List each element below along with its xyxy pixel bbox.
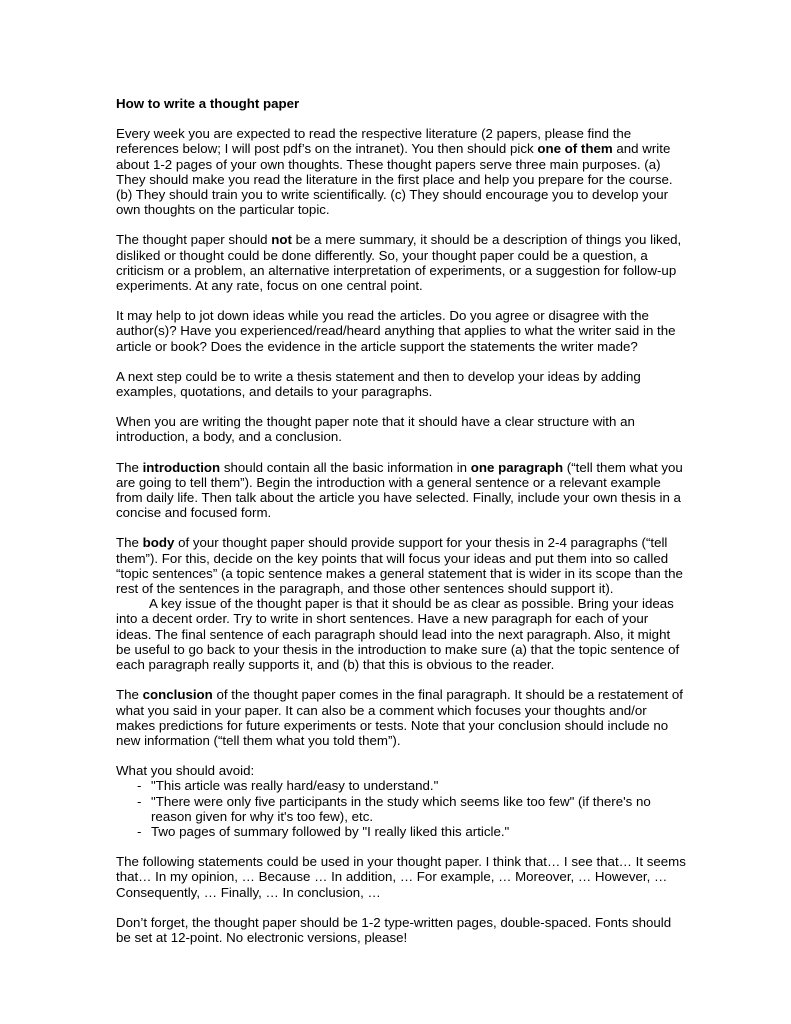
avoid-heading: What you should avoid: (116, 763, 255, 779)
paragraph-jot-ideas: It may help to jot down ideas while you read the articles. Do you agree or disagree with the author(s)? Have you experienced/read/heard anything that applies to what the writer said in the article or book? Does the evidence in the article support the statements the writer made? (116, 308, 676, 354)
paragraph-format-reminder: Don’t forget, the thought paper should be 1-2 type-written pages, double-spaced. Fonts should be set at 12-point. No electronic versions, please! (116, 914, 672, 945)
list-item: - Two pages of summary followed by "I really liked this article." (137, 824, 686, 839)
paragraph-phrases: The following statements could be used in your thought paper. I think that… I see that… It seems that… In my opinion, … Because … In addition, … For example, … Moreover, … However, … Consequently, … Finally, … In conclusion, … (116, 854, 686, 900)
paragraph-introduction: The introduction should contain all the basic information in one paragraph (“tell them what you are going to tell them”). Begin the introduction with a general sentence or a relevant example from daily life. Then talk about the article you have selected. Finally, include your own thesis in a concise and focused form. (116, 459, 683, 521)
list-item: - "There were only five participants in the study which seems like too few" (if there's no reason given for why it's too few), etc. (137, 794, 686, 824)
paragraph-body: The body of your thought paper should provide support for your thesis in 2-4 paragraphs (“tell them”). For this, decide on the key points that will focus your ideas and put them into so called “topic sentences” (a topic sentence makes a general statement that is wider in its scope than the rest of the sentences in the paragraph, and those other sentences should support it). (116, 535, 683, 597)
paragraph-clarity: A key issue of the thought paper is that it should be as clear as possible. Bring your ideas into a decent order. Try to write in short sentences. Have a new paragraph for each of your ideas. The final sentence of each paragraph should lead into the next paragraph. Also, it might be useful to go back to your thesis in the introduction to make sure (a) that the topic sentence of each paragraph really supports it, and (b) that this is obvious to the reader. (116, 596, 680, 673)
paragraph-conclusion: The conclusion of the thought paper comes in the final paragraph. It should be a restatement of what you said in your paper. It can also be a comment which focuses your thoughts and/or makes predictions for future experiments or tests. Note that your conclusion should include no new information (“tell them what you told them”). (116, 687, 683, 748)
paragraph-thesis-statement: A next step could be to write a thesis statement and then to develop your ideas by adding examples, quotations, and details to your paragraphs. (116, 368, 641, 400)
avoid-list (116, 778, 686, 839)
document-body (116, 96, 686, 960)
paragraph-not-summary: The thought paper should not be a mere summary, it should be a description of things you liked, disliked or thought could be done differently. So, your thought paper could be a question, a criticism or a problem, an alternative interpretation of experiments, or a suggestion for follow-up experiments. At any rate, focus on one central point. (116, 232, 682, 294)
paragraph-structure: When you are writing the thought paper note that it should have a clear structure with an introduction, a body, and a conclusion. (116, 414, 635, 445)
list-item: - "This article was really hard/easy to understand." (137, 778, 686, 793)
document-title: How to write a thought paper (116, 96, 300, 111)
paragraph-purpose: Every week you are expected to read the respective literature (2 papers, please find the references below; I will post pdf’s on the intranet). You then should pick one of them and write about 1-2 pages of your own thoughts. These thought papers serve three main purposes. (a) They should make you read the literature in the first place and help you prepare for the course. (b) They should train you to write scientifically. (c) They should encourage you to develop your own thoughts on the particular topic. (116, 126, 673, 218)
